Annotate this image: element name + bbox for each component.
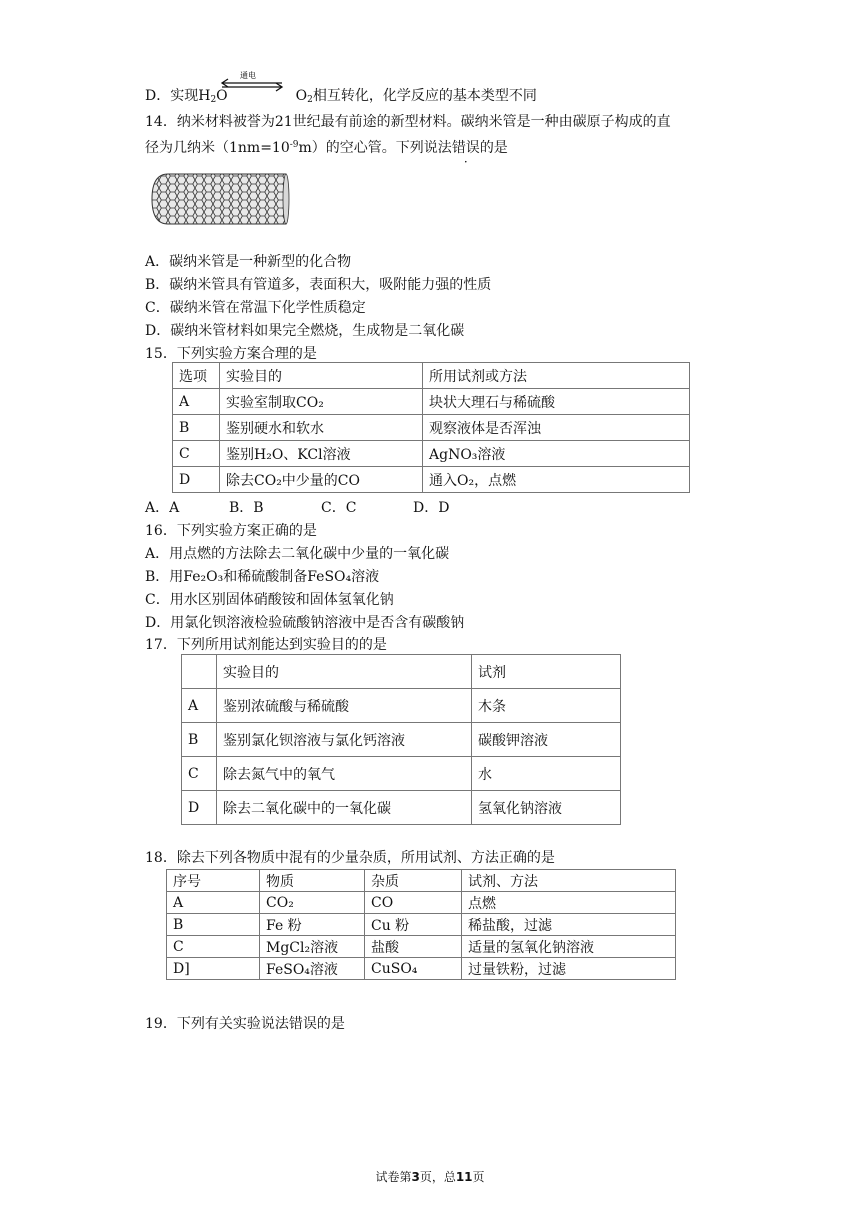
table-row (182, 655, 621, 689)
footer-suffix: 页 (472, 1170, 485, 1184)
table-row (173, 441, 690, 467)
footer-middle: 页，总 (419, 1170, 456, 1184)
q16-option-d: D．用氯化钡溶液检验硫酸钠溶液中是否含有碳酸钠 (145, 615, 465, 631)
q15-answer-a: A．A (145, 500, 180, 516)
table-cell: 碳酸钾溶液 (472, 723, 621, 757)
table-row (173, 415, 690, 441)
table-row (173, 467, 690, 493)
table-cell: 木条 (472, 689, 621, 723)
table-header: 试剂、方法 (462, 870, 676, 892)
table-cell: 稀盐酸，过滤 (462, 914, 676, 936)
q14-stem-part-b: m）的空心管。下列说法 (298, 140, 452, 156)
q18-table (166, 869, 676, 980)
table-header: 序号 (167, 870, 260, 892)
q14-stem-line2 (145, 135, 508, 158)
table-header: 试剂 (472, 655, 621, 689)
q14-stem-exponent: -9 (289, 140, 299, 150)
q14-option-d: D．碳纳米管材料如果完全燃烧，生成物是二氧化碳 (145, 323, 465, 339)
arrow-label: 通电 (240, 71, 256, 80)
table-cell: D (182, 791, 217, 825)
q16-stem: 16．下列实验方案正确的是 (145, 523, 317, 539)
table-row (173, 363, 690, 389)
table-cell: FeSO₄溶液 (260, 958, 365, 980)
q13-option-d (145, 86, 537, 110)
footer-total-pages: 11 (455, 1170, 473, 1184)
table-cell: AgNO₃溶液 (423, 441, 690, 467)
table-cell: 氢氧化钠溶液 (472, 791, 621, 825)
table-header: 杂质 (365, 870, 462, 892)
footer-page-number: 3 (411, 1170, 420, 1184)
table-row (173, 389, 690, 415)
q16-option-b: B．用Fe₂O₃和稀硫酸制备FeSO₄溶液 (145, 569, 380, 585)
table-cell: 盐酸 (365, 936, 462, 958)
q15-answer-c: C．C (321, 500, 357, 516)
q14-option-a: A．碳纳米管是一种新型的化合物 (145, 254, 352, 270)
table-cell: 块状大理石与稀硫酸 (423, 389, 690, 415)
q14-stem-part-c: 的是 (479, 140, 508, 156)
footer-prefix: 试卷第 (375, 1170, 412, 1184)
table-cell: A (182, 689, 217, 723)
table-cell: CO (365, 892, 462, 914)
table-cell: 除去二氧化碳中的一氧化碳 (217, 791, 472, 825)
table-cell: MgCl₂溶液 (260, 936, 365, 958)
table-cell: 实验室制取CO₂ (220, 389, 423, 415)
q19-stem: 19．下列有关实验说法错误的是 (145, 1016, 345, 1032)
table-cell: 通入O₂，点燃 (423, 467, 690, 493)
table-cell: Fe 粉 (260, 914, 365, 936)
table-cell: CuSO₄ (365, 958, 462, 980)
table-cell: 观察液体是否浑浊 (423, 415, 690, 441)
table-header: 选项 (173, 363, 220, 389)
carbon-nanotube-image (150, 168, 290, 230)
table-cell: C (173, 441, 220, 467)
q17-table (181, 654, 621, 825)
table-cell: 除去氮气中的氧气 (217, 757, 472, 791)
q13-d-suffix: 相互转化，化学反应的基本类型不同 (312, 88, 537, 104)
page-footer (0, 1168, 860, 1185)
table-header: 物质 (260, 870, 365, 892)
table-row (167, 892, 676, 914)
table-cell: B (182, 723, 217, 757)
table-header: 实验目的 (217, 655, 472, 689)
q13-d-water-sub: 2 (210, 95, 217, 105)
table-cell: 鉴别浓硫酸与稀硫酸 (217, 689, 472, 723)
q13-d-water-o: O (216, 88, 228, 104)
q15-answer-d: D．D (413, 500, 450, 516)
table-cell: D (173, 467, 220, 493)
table-cell: B (173, 415, 220, 441)
q13-d-prefix: D．实现H (145, 88, 211, 104)
table-row (167, 914, 676, 936)
q18-stem: 18．除去下列各物质中混有的少量杂质，所用试剂、方法正确的是 (145, 850, 555, 866)
q14-stem-emphasis: 错误 (451, 140, 480, 156)
table-cell: B (167, 914, 260, 936)
table-cell: CO₂ (260, 892, 365, 914)
q17-stem: 17．下列所用试剂能达到实验目的的是 (145, 637, 387, 653)
q15-stem: 15．下列实验方案合理的是 (145, 346, 317, 362)
q15-answers (145, 498, 449, 518)
q13-d-o2-sub: 2 (307, 95, 313, 105)
table-cell: A (173, 389, 220, 415)
q13-d-o2: O (295, 88, 308, 104)
q15-answer-b: B．B (229, 500, 264, 516)
q14-option-c: C．碳纳米管在常温下化学性质稳定 (145, 300, 366, 316)
q14-stem-part-a: 径为几纳米（1nm=10 (145, 140, 290, 156)
table-cell: D] (167, 958, 260, 980)
table-cell: 鉴别H₂O、KCl溶液 (220, 441, 423, 467)
table-cell: 点燃 (462, 892, 676, 914)
q16-option-c: C．用水区别固体硝酸铵和固体氢氧化钠 (145, 592, 394, 608)
table-row (182, 757, 621, 791)
table-cell: 鉴别硬水和软水 (220, 415, 423, 441)
table-cell: C (182, 757, 217, 791)
table-header: 实验目的 (220, 363, 423, 389)
table-row (167, 958, 676, 980)
table-row (182, 723, 621, 757)
table-row (182, 791, 621, 825)
table-cell: Cu 粉 (365, 914, 462, 936)
q14-stem-line1: 14．纳米材料被誉为21世纪最有前途的新型材料。碳纳米管是一种由碳原子构成的直 (145, 114, 671, 130)
table-cell: 水 (472, 757, 621, 791)
table-header: 所用试剂或方法 (423, 363, 690, 389)
q14-option-b: B．碳纳米管具有管道多，表面积大，吸附能力强的性质 (145, 277, 492, 293)
table-cell: C (167, 936, 260, 958)
table-row (182, 689, 621, 723)
table-header (182, 655, 217, 689)
table-cell: 鉴别氯化钡溶液与氯化钙溶液 (217, 723, 472, 757)
table-cell: 适量的氢氧化钠溶液 (462, 936, 676, 958)
table-cell: A (167, 892, 260, 914)
table-cell: 除去CO₂中少量的CO (220, 467, 423, 493)
table-row (167, 870, 676, 892)
table-row (167, 936, 676, 958)
table-cell: 过量铁粉，过滤 (462, 958, 676, 980)
reversible-arrow-icon (218, 70, 286, 94)
q15-table (172, 362, 690, 493)
q16-option-a: A．用点燃的方法除去二氧化碳中少量的一氧化碳 (145, 546, 450, 562)
